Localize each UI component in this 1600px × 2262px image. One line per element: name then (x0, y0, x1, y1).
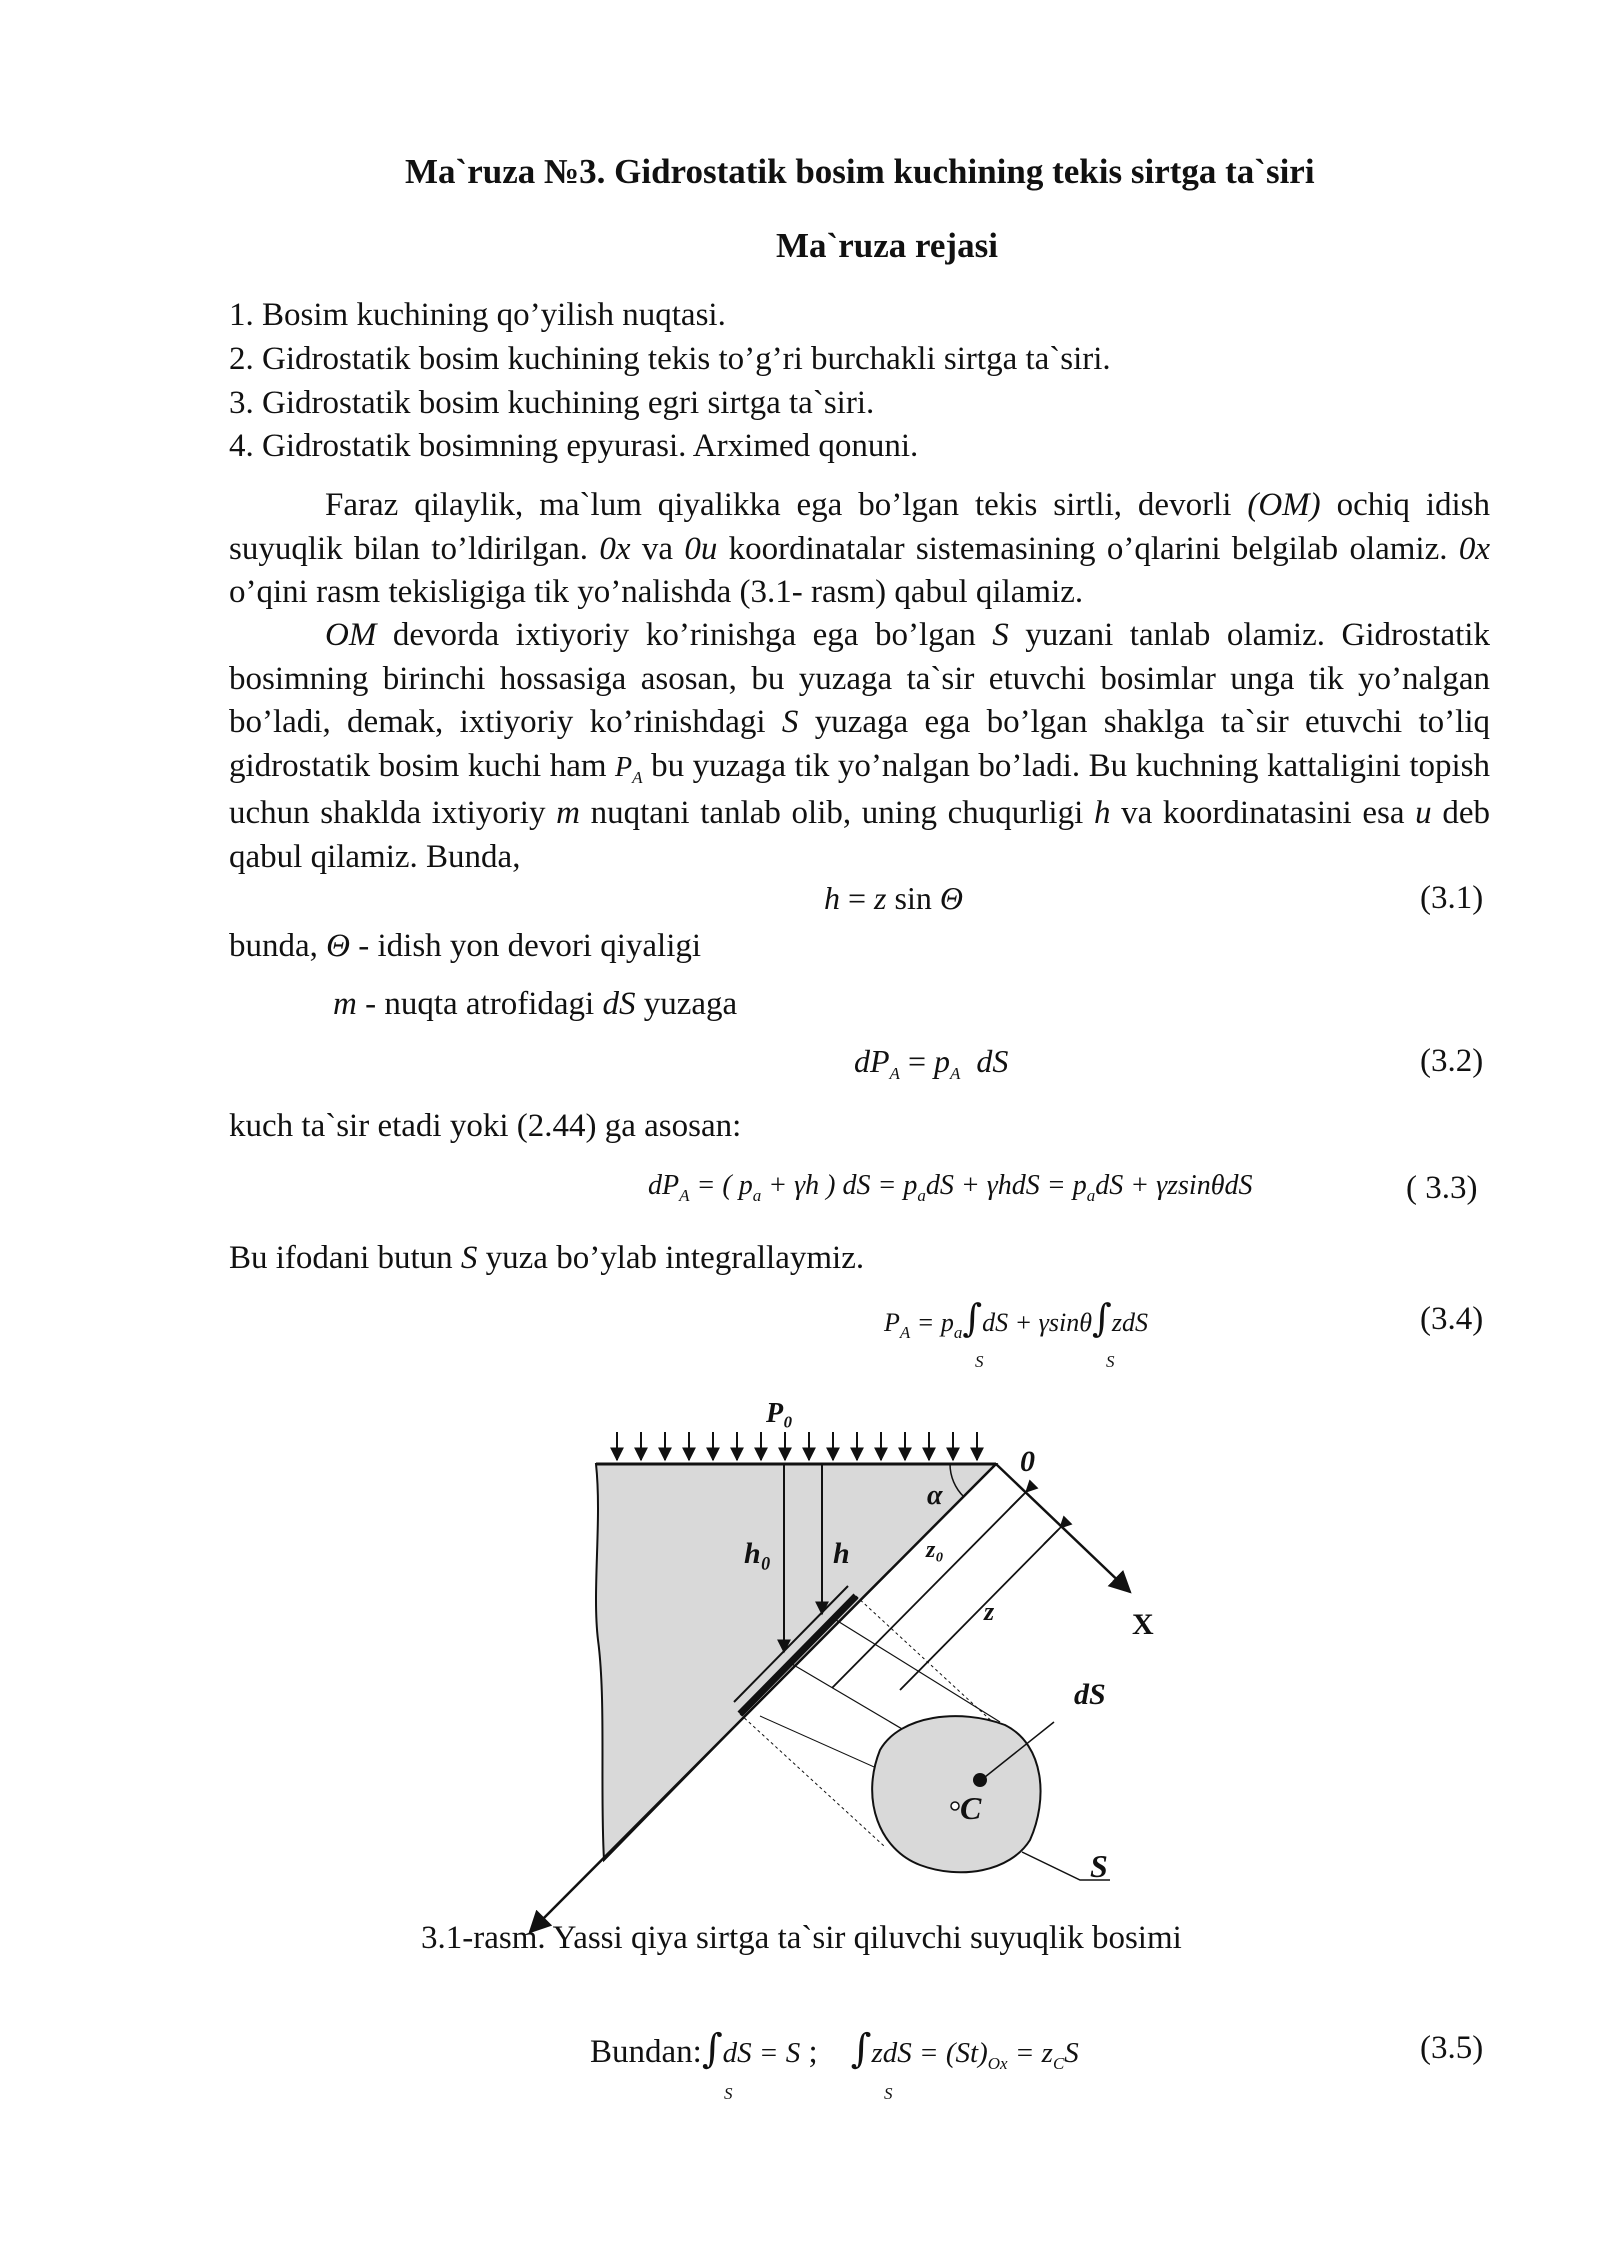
page-title: Ma`ruza №3. Gidrostatik bosim kuchining tekis sirtga ta`siri (405, 152, 1315, 191)
label-alpha: α (927, 1480, 943, 1511)
equation-3-4: $P_A = p_a\int dS + \gamma\sin\theta\int zdS$ (884, 1296, 1148, 1342)
label-origin: 0 (1020, 1445, 1035, 1478)
surface-pressure-arrows (617, 1432, 977, 1460)
point-c-dot (951, 1802, 959, 1810)
equation-number-3-3: ( 3.3) (1406, 1170, 1478, 1206)
section-subtitle: Ma`ruza rejasi (776, 226, 998, 265)
equation-3-3: $dP_A$ = ( $p_a + \gamma h$ ) dS = $p_adS + \gamma hdS = p_adS + \gamma zsin\theta dS$ (648, 1170, 1253, 1205)
plan-item-1: 1. Bosim kuchining qo’yilish nuqtasi. (229, 297, 726, 333)
label-s: S (1090, 1848, 1108, 1884)
plan-item-3: 3. Gidrostatik bosim kuchining egri sirtga ta`siri. (229, 385, 875, 421)
eq4-limit-1: S (975, 1352, 984, 1371)
eq5-limit-1: S (724, 2084, 733, 2103)
figure-caption: 3.1-rasm. Yassi qiya sirtga ta`sir qiluvchi suyuqlik bosimi (421, 1920, 1182, 1956)
equation-3-2: $dP_A = p_A$ dS (854, 1043, 1009, 1083)
label-p0: P₀ (766, 1398, 793, 1429)
area-s-shape (872, 1716, 1040, 1872)
label-x-axis: X (1132, 1608, 1154, 1641)
m-line: m - nuqta atrofidagi dS yuzaga (333, 986, 738, 1022)
equation-number-3-2: (3.2) (1420, 1043, 1484, 1079)
centroid-dot (973, 1773, 987, 1787)
label-z0: z₀ (926, 1537, 944, 1563)
eq4-limit-2: S (1106, 1352, 1115, 1371)
label-h: h (833, 1537, 850, 1570)
equation-number-3-1: (3.1) (1420, 880, 1484, 916)
paragraph-2: OM devorda ixtiyoriy ko’rinishga ega bo’lgan S yuzani tanlab olamiz. Gidrostatik bosimning birinchi hossasiga asosan, bu yuzaga ta`sir etuvchi bosimlar unga tik yo’nalgan bo’ladi, demak, ixtiyoriy ko’rinishdagi S yuzaga ega bo’lgan shaklga ta`sir etuvchi to’liq gidrostatik bosim kuchi ham $P_A$ bu yuzaga tik yo’nalgan bo’ladi. Bu kuchning kattaligini topish uchun shaklda ixtiyoriy m nuqtani tanlab olib, uning chuqurligi h va koordinatasini esa u deb qabul qilamiz. Bunda, (229, 617, 1490, 875)
label-z: z (984, 1597, 995, 1626)
integrate-line: Bu ifodani butun S yuza bo’ylab integrallaymiz. (229, 1240, 865, 1276)
label-ds: dS (1074, 1678, 1106, 1711)
equation-number-3-5: (3.5) (1420, 2030, 1484, 2066)
bunda-line: bunda, Θ - idish yon devori qiyaligi (229, 928, 702, 964)
plan-item-4: 4. Gidrostatik bosimning epyurasi. Arximed qonuni. (229, 428, 919, 464)
plan-item-2: 2. Gidrostatik bosim kuchining tekis to’g’ri burchakli sirtga ta`siri. (229, 341, 1111, 377)
label-c: C (960, 1790, 982, 1826)
paragraph-1: Faraz qilaylik, ma`lum qiyalikka ega bo’lgan tekis sirtli, devorli (OM) ochiq idish suyuqlik bilan to’ldirilgan. 0x va 0u koordinatalar sistemasining o’qlarini belgilab olamiz. 0x o’qini rasm tekisligiga tik yo’nalishda (3.1- rasm) qabul qilamiz. (229, 487, 1490, 610)
kuch-line: kuch ta`sir etadi yoki (2.44) ga asosan: (229, 1108, 742, 1144)
eq5-limit-2: S (884, 2084, 893, 2103)
label-h0: h₀ (744, 1537, 772, 1570)
equation-number-3-4: (3.4) (1420, 1301, 1484, 1337)
z-dimension-line (900, 1530, 1058, 1690)
equation-3-5: Bundan:∫dS = S ; $\int zdS = (St)_{Ox} = z_CS$ (590, 2026, 1079, 2073)
equation-3-1: h = z sin Θ (824, 880, 963, 916)
projection-line-1 (740, 1714, 884, 1846)
